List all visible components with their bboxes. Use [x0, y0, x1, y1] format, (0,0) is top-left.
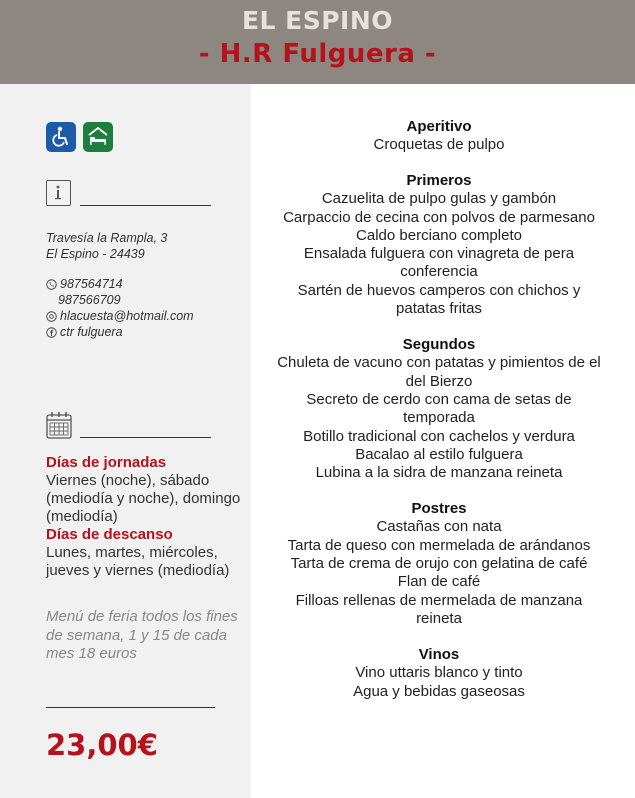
menu-item: Agua y bebidas gaseosas: [353, 682, 525, 700]
calendar-icon: [46, 411, 72, 444]
section-title: Vinos: [418, 646, 460, 664]
working-days-label: Días de jornadas: [46, 454, 167, 471]
info-divider: [80, 205, 211, 206]
menu-item: Ensalada fulguera con vinagreta de pera conferencia: [303, 245, 575, 281]
menu-section: [251, 336, 627, 482]
address-line-2: El Espino - 24439: [46, 247, 145, 261]
email-link[interactable]: hlacuesta@hotmail.com: [60, 309, 194, 323]
menu-section: [251, 118, 627, 154]
calendar-divider: [80, 437, 211, 438]
facebook-link[interactable]: ctr fulguera: [60, 325, 123, 339]
restaurant-name: - H.R Fulguera -: [198, 39, 437, 69]
menu-item: Castañas con nata: [376, 518, 502, 536]
wheelchair-accessible-icon: [46, 122, 76, 152]
menu-list: [251, 118, 627, 719]
menu-item: Lubina a la sidra de manzana reineta: [315, 464, 563, 482]
price-divider: [46, 707, 215, 708]
section-title: Primeros: [406, 172, 472, 190]
menu-price: 23,00€: [46, 728, 158, 762]
facebook-icon: [46, 327, 60, 338]
menu-item: Botillo tradicional con cachelos y verdura: [303, 427, 575, 445]
phone-number-2[interactable]: 987566709: [58, 293, 121, 307]
address-line-1: Travesía la Rampla, 3: [46, 231, 168, 245]
menu-item: Tarta de crema de orujo con gelatina de café: [290, 555, 588, 573]
rest-days-label: Días de descanso: [46, 526, 173, 543]
rest-days-text: Lunes, martes, miércoles, jueves y viernes (mediodía): [46, 544, 230, 579]
menu-section: [251, 646, 627, 701]
section-title: Segundos: [402, 336, 476, 354]
fair-menu-note: Menú de feria todos los fines de semana, 1 y 15 de cada mes 18 euros: [46, 608, 238, 662]
menu-item: Filloas rellenas de mermelada de manzana reineta: [295, 591, 583, 627]
section-title: Aperitivo: [406, 118, 472, 135]
town-name: EL ESPINO: [241, 6, 394, 35]
menu-item: Sartén de huevos camperos con chichos y patatas fritas: [297, 281, 581, 318]
schedule-block: [46, 454, 241, 580]
menu-item: Tarta de queso con mermelada de arándanos: [287, 536, 591, 554]
address-block: [46, 230, 241, 262]
menu-section: [251, 500, 627, 628]
phone-number-1[interactable]: 987564714: [60, 277, 123, 291]
email-icon: [46, 311, 60, 322]
menu-item: Cazuelita de pulpo gulas y gambón: [321, 190, 557, 208]
menu-item: Secreto de cerdo con cama de setas de temporada: [306, 390, 572, 427]
info-sidebar: [0, 84, 251, 798]
contact-block: [46, 276, 246, 340]
bed-accommodation-icon: [83, 122, 113, 152]
menu-item: Croquetas de pulpo: [373, 136, 505, 153]
menu-item: Chuleta de vacuno con patatas y pimientos de el del Bierzo: [277, 354, 601, 390]
header-banner: [0, 0, 635, 84]
menu-item: Bacalao al estilo fulguera: [355, 445, 523, 463]
info-icon: [46, 180, 71, 206]
phone-icon: [46, 279, 60, 290]
menu-item: Carpaccio de cecina con polvos de parmesano: [283, 208, 595, 226]
menu-section: [251, 172, 627, 318]
menu-item: Vino uttaris blanco y tinto: [355, 664, 523, 682]
working-days-text: Viernes (noche), sábado (mediodía y noche), domingo (mediodía): [46, 472, 241, 525]
menu-item: Flan de café: [397, 573, 481, 591]
section-title: Postres: [411, 500, 467, 518]
menu-item: Caldo berciano completo: [356, 226, 522, 244]
